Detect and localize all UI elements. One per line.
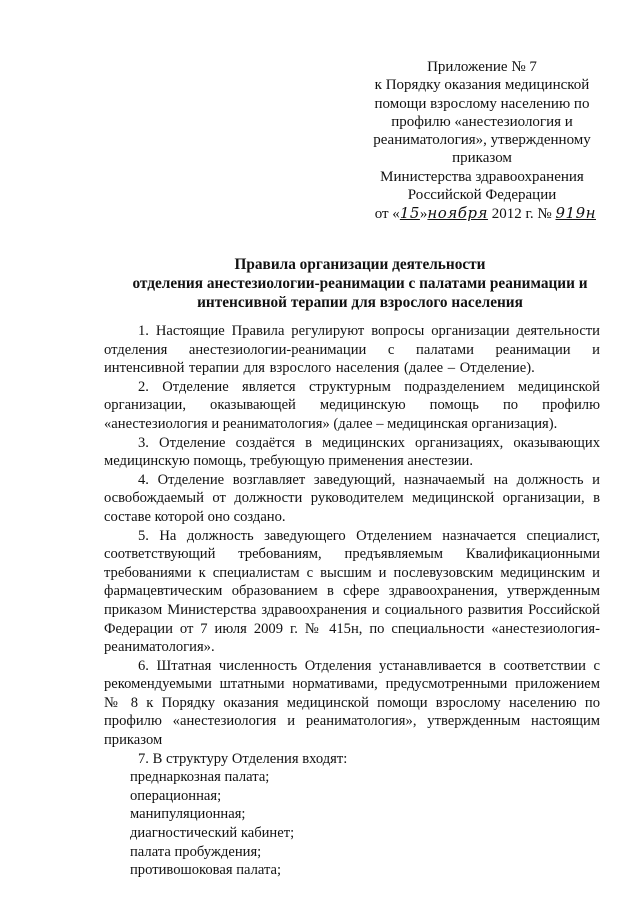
structure-item: манипуляционная; — [130, 806, 246, 823]
handwritten-order-number: 919н — [555, 204, 596, 223]
structure-item: диагностический кабинет; — [130, 825, 295, 842]
rule-paragraph-6: 6. Штатная численность Отделения устанавливается в соответствии с рекомендуемыми штатными нормативами, предусмотренными приложением № 8 к Порядку оказания медицинской помощи взрослому населению по профилю «анестезиология и реаниматология», утвержденным настоящим приказом — [104, 657, 600, 749]
title-line: отделения анестезиологии-реанимации с палатами реанимации и — [132, 275, 588, 292]
title-line: Правила организации деятельности — [234, 256, 486, 273]
rule-paragraph-7: 7. В структуру Отделения входят: — [138, 750, 348, 767]
document-body — [104, 322, 600, 880]
structure-item: палата пробуждения; — [130, 843, 262, 860]
title-line: интенсивной терапии для взрослого населения — [197, 294, 523, 311]
rule-paragraph-4: 4. Отделение возглавляет заведующий, назначаемый на должность и освобождаемый от должности руководителем медицинской организации, в составе которой оно создано. — [104, 471, 600, 525]
date-prefix: от « — [374, 206, 400, 223]
rule-paragraph-3: 3. Отделение создаётся в медицинских организациях, оказывающих медицинскую помощь, требующую применения анестезии. — [104, 434, 600, 470]
structure-item: противошоковая палата; — [130, 862, 282, 879]
document-title — [110, 255, 610, 312]
appendix-line: Министерства здравоохранения — [380, 168, 584, 185]
rule-paragraph-2: 2. Отделение является структурным подразделением медицинской организации, оказывающей медицинскую помощь по профилю «анестезиология и реаниматология» (далее – медицинская организация). — [104, 378, 600, 432]
appendix-header — [352, 58, 612, 224]
appendix-line: Приложение № 7 — [427, 59, 537, 75]
date-suffix: 2012 г. № — [487, 206, 556, 223]
appendix-line: Российской Федерации — [407, 187, 557, 204]
date-mid: » — [419, 206, 428, 223]
handwritten-day: 15 — [399, 204, 420, 223]
order-date-line — [352, 204, 612, 223]
handwritten-month: ноября — [427, 204, 488, 223]
appendix-line: помощи взрослому населению по — [374, 95, 590, 112]
rule-paragraph-1: 1. Настоящие Правила регулируют вопросы организации деятельности отделения анестезиологии-реанимации с палатами реанимации и интенсивной терапии для взрослого населения (далее – Отделение). — [104, 323, 600, 377]
appendix-line: к Порядку оказания медицинской — [374, 77, 590, 94]
rule-paragraph-5: 5. На должность заведующего Отделением назначается специалист, соответствующий требованиям, предъявляемым Квалификационными требованиями к специалистам с высшим и послевузовским медицинским и фармацевтическим образованием в сфере здравоохранения, утвержденным приказом Министерства здравоохранения и социального развития Российской Федерации от 7 июля 2009 г. № 415н, по специальности «анестезиология-реаниматология». — [104, 527, 600, 656]
appendix-line: профилю «анестезиология и — [391, 113, 573, 130]
structure-item: преднаркозная палата; — [130, 769, 270, 786]
appendix-line: приказом — [452, 150, 512, 167]
appendix-line: реаниматология», утвержденному — [373, 132, 591, 149]
structure-item: операционная; — [130, 787, 222, 804]
